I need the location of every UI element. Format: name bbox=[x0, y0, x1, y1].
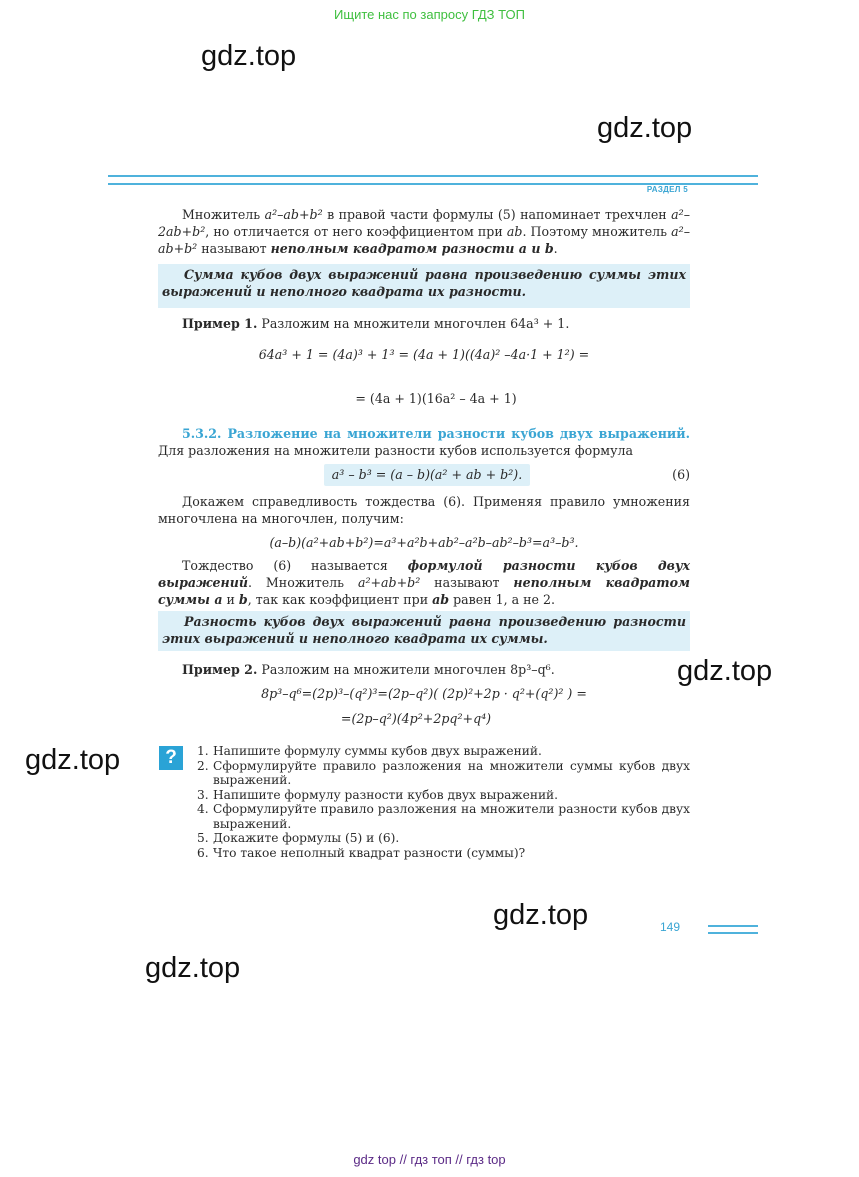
watermark: gdz.top bbox=[493, 899, 589, 931]
watermark: gdz.top bbox=[597, 112, 693, 144]
paragraph-2: Докажем справедливость тождества (6). Применяя правило умножения многочлена на многочлен, получим: bbox=[158, 494, 690, 526]
formula-6: a³ – b³ = (a – b)(a² + ab + b²). bbox=[324, 464, 530, 486]
top-banner: Ищите нас по запросу ГДЗ ТОП bbox=[334, 7, 525, 22]
paragraph-3: Тождество (6) называется формулой разности кубов двух выражений. Множитель a²+ab+b² называют неполным квадратом суммы a и b, так как коэффициент при ab равен 1, а не 2. bbox=[158, 558, 690, 607]
subsection-5-3-2: 5.3.2. Разложение на множители разности кубов двух выражений. Для разложения на множители разности кубов используется формула bbox=[158, 426, 690, 458]
proof-line: (a–b)(a²+ab+b²)=a³+a²b+ab²–a²b–ab²–b³=a³–b³. bbox=[269, 535, 579, 550]
example-1-line-1: 64a³ + 1 = (4a)³ + 1³ = (4a + 1)((4a)² –4a·1 + 1²) = bbox=[258, 347, 590, 362]
watermark: gdz.top bbox=[677, 655, 773, 687]
paragraph-1: Множитель a²–ab+b² в правой части формулы (5) напоминает трехчлен a²–2ab+b², но отличается от него коэффициентом при ab. Поэтому множитель a²–ab+b² называют неполным квадратом разности a и b. bbox=[158, 207, 691, 256]
section-label: РАЗДЕЛ 5 bbox=[646, 185, 688, 194]
rule-box-difference-of-cubes: Разность кубов двух выражений равна произведению разности этих выражений и неполного квадрата их суммы. bbox=[158, 611, 690, 651]
example-2: Пример 2. Разложим на множители многочлен 8p³–q⁶. bbox=[182, 662, 555, 677]
list-item: 5. Докажите формулы (5) и (6). bbox=[197, 831, 400, 845]
footer-links[interactable]: gdz top // гдз топ // гдз top bbox=[353, 1152, 506, 1167]
page-number: 149 bbox=[660, 920, 681, 934]
example-1-line-2: = (4a + 1)(16a² – 4a + 1) bbox=[355, 391, 517, 406]
formula-6-number: (6) bbox=[672, 467, 690, 482]
watermark: gdz.top bbox=[145, 952, 241, 984]
rule-box-sum-of-cubes: Сумма кубов двух выражений равна произведению суммы этих выражений и неполного квадрата их разности. bbox=[158, 264, 690, 308]
list-item: 6. Что такое неполный квадрат разности (суммы)? bbox=[197, 845, 526, 860]
example-2-line-2: =(2p–q²)(4p²+2pq²+q⁴) bbox=[340, 711, 492, 726]
list-item: 3. Напишите формулу разности кубов двух выражений. bbox=[197, 787, 559, 802]
list-item: 1. Напишите формулу суммы кубов двух выражений. bbox=[197, 744, 542, 758]
example-1: Пример 1. Разложим на множители многочлен 64a³ + 1. bbox=[182, 316, 570, 331]
watermark: gdz.top bbox=[25, 744, 121, 776]
watermark: gdz.top bbox=[201, 40, 297, 72]
list-item: 4. Сформулируйте правило разложения на множители разности кубов двух выражений. bbox=[197, 802, 690, 831]
list-item: 2. Сформулируйте правило разложения на множители суммы кубов двух выражений. bbox=[197, 758, 690, 787]
example-2-line-1: 8p³–q⁶=(2p)³–(q²)³=(2p–q²)( (2p)²+2p · q²+(q²)² ) = bbox=[261, 686, 587, 701]
footer-rule bbox=[708, 925, 758, 934]
questions-list bbox=[197, 744, 690, 860]
header-rule bbox=[108, 175, 758, 185]
question-icon: ? bbox=[159, 746, 183, 770]
